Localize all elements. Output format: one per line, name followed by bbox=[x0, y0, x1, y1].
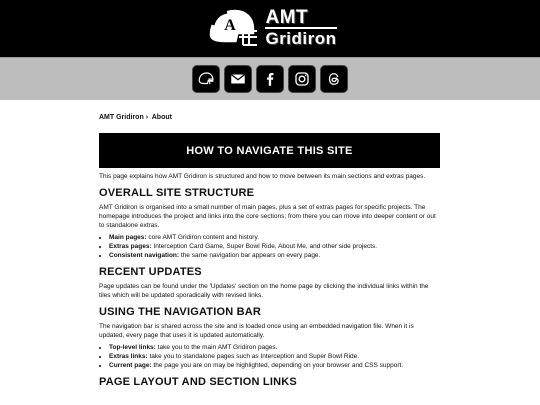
brand-line2: Gridiron bbox=[265, 29, 337, 48]
social-facebook-button[interactable] bbox=[256, 65, 284, 93]
page-title-banner: HOW TO NAVIGATE THIS SITE bbox=[99, 133, 440, 168]
list-item: • Top-level links: take you to the main AMT Gridiron pages. bbox=[109, 343, 440, 352]
social-threads-button[interactable] bbox=[320, 65, 348, 93]
social-bar bbox=[0, 57, 540, 100]
list-item: • Main pages: core AMT Gridiron content and history. bbox=[109, 233, 440, 242]
navbar-list bbox=[99, 343, 440, 370]
section-body-navbar: The navigation bar is shared across the site and is loaded once using an embedded navigation file. When it is updated, every page that uses it is updated automatically. bbox=[99, 323, 414, 339]
threads-icon bbox=[325, 70, 343, 88]
facebook-icon bbox=[261, 70, 279, 88]
section-body-structure: AMT Gridiron is organised into a small number of main pages, plus a set of extras pages for specific projects. The homepage introduces the project and links into the core sections; from there you can move into deeper content or out to standalone extras. bbox=[99, 204, 436, 229]
intro-text: This page explains how AMT Gridiron is structured and how to move between its main sections and extras pages. bbox=[99, 173, 426, 180]
list-item: • Consistent navigation: the same navigation bar appears on every page. bbox=[109, 251, 440, 260]
helmet-logo-icon bbox=[203, 5, 259, 53]
brand-wordmark bbox=[265, 9, 336, 48]
section-heading-updates: RECENT UPDATES bbox=[99, 266, 202, 278]
main-content bbox=[0, 114, 540, 388]
list-item: • Extras links: take you to standalone pages such as Interception and Super Bowl Ride. bbox=[109, 352, 440, 361]
mail-icon bbox=[229, 70, 247, 88]
social-email-button[interactable] bbox=[224, 65, 252, 93]
brand-line1: AMT bbox=[265, 7, 309, 28]
structure-list bbox=[99, 233, 440, 260]
breadcrumb-current: About bbox=[151, 114, 172, 121]
social-helmet-button[interactable] bbox=[192, 65, 220, 93]
section-body-updates: Page updates can be found under the 'Updates' section on the home page by clicking the individual links within the tiles which will be updated sporadically with revised links. bbox=[99, 283, 429, 299]
list-item: • Extras pages: Interception Card Game, Super Bowl Ride, About Me, and other side projects. bbox=[109, 242, 440, 251]
site-header bbox=[0, 0, 540, 57]
section-heading-structure: OVERALL SITE STRUCTURE bbox=[99, 187, 255, 199]
breadcrumb bbox=[99, 114, 440, 121]
section-heading-layout: PAGE LAYOUT AND SECTION LINKS bbox=[99, 376, 297, 388]
social-instagram-button[interactable] bbox=[288, 65, 316, 93]
logo-letter: A bbox=[224, 16, 237, 34]
breadcrumb-separator: › bbox=[145, 114, 149, 121]
instagram-icon bbox=[293, 70, 311, 88]
section-heading-navbar: USING THE NAVIGATION BAR bbox=[99, 306, 262, 318]
site-logo[interactable] bbox=[203, 5, 336, 53]
helmet-icon bbox=[197, 70, 215, 88]
list-item: • Current page: the page you are on may be highlighted, depending on your browser and CSS support. bbox=[109, 361, 440, 370]
breadcrumb-root-link[interactable]: AMT Gridiron bbox=[99, 114, 144, 121]
